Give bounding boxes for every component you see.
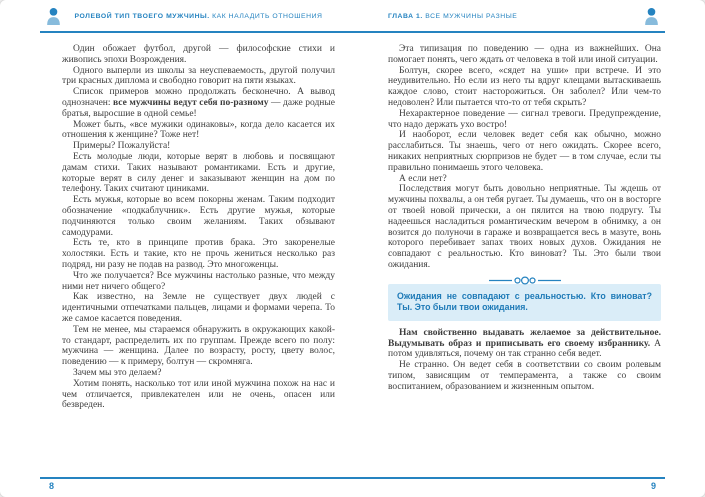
page-right <box>388 44 661 477</box>
paragraph-run: — даже родные братья, выросшие в одной семье! <box>62 97 335 119</box>
paragraph: Хотим понять, насколько тот или иной мужчина похож на нас и чем отличается, привлекателен или не очень, опасен или безвреден. <box>62 378 335 411</box>
paragraph-run-bold: все мужчины ведут себя по-разному <box>113 97 269 108</box>
paragraph: Что же получается? Все мужчины настолько разные, что между ними нет ничего общего? <box>62 270 335 292</box>
running-head-right-title: ВСЕ МУЖЧИНЫ РАЗНЫЕ <box>422 13 518 20</box>
paragraph <box>388 328 661 360</box>
paragraph: Тем не менее, мы стараемся обнаружить в окружающих какой-то стандарт, распределить их по группам. Прежде всего по полу: мужчина — женщина. Далее по возрасту, росту, цвету волос, поведению — к примеру, болтун — скромняга. <box>62 324 335 368</box>
paragraph: И наоборот, если человек ведет себя как обычно, можно расслабиться. Ты знаешь, чего от него ожидать. Скорее всего, никаких неприятных сюрпризов не будет — в том случае, если ты правильно понимаешь этого человека. <box>388 130 661 173</box>
paragraph: Нехарактерное поведение — сигнал тревоги. Предупреждение, что надо держать ухо востро! <box>388 108 661 130</box>
top-rule <box>40 31 665 33</box>
page-number-left: 8 <box>49 481 55 491</box>
paragraph-run: А потом удивляться, почему он так странно себя ведет. <box>388 338 661 360</box>
paragraph: Как известно, на Земле не существует двух людей с идентичными отпечатками пальцев, лицами и формами черепа. То же самое касается поведения. <box>62 292 335 324</box>
paragraph: Есть мужья, которые во всем покорны женам. Таким подходит обозначение «подкаблучник». Есть другие мужья, которые подчиняются только своим желаниям. Таких обзывают самодурами. <box>62 195 335 238</box>
paragraph: А если нет? <box>399 173 447 184</box>
paragraph: Один обожает футбол, другой — философские стихи и живопись эпохи Возрождения. <box>62 44 335 65</box>
paragraph: Эта типизация по поведению — одна из важнейших. Она помогает понять, чего ждать от человека в той или иной ситуации. <box>388 44 661 65</box>
person-icon <box>46 7 61 25</box>
paragraph: Может быть, «все мужики одинаковы», когда дело касается их отношения к женщине? Тоже нет! <box>62 119 335 141</box>
paragraph: Примеры? Пожалуйста! <box>73 141 171 152</box>
paragraph: Одного выперли из школы за неуспеваемость, другой получил три красных диплома и свободно говорит на пяти языках. <box>62 65 335 87</box>
running-head-left-title: РОЛЕВОЙ ТИП ТВОЕГО МУЖЧИНЫ. <box>74 13 210 20</box>
paragraph: Последствия могут быть довольно неприятные. Ты ждешь от мужчины похвалы, а он тебя ругает. Ты думаешь, что он в восторге от твоей новой прически, а он пялится на твою подругу. Ты надеешься насладиться романтическим вечером в обнимку, а он возится до полуночи в гараже и возвращается весь в мазуте, вонь которого перебивает запах твоих новых духов. Ожидания не совпадают с реальностью. Кто виноват? Ты. Это были твои ожидания. <box>388 184 661 270</box>
running-head-right <box>388 13 661 20</box>
pull-quote-block <box>388 276 661 321</box>
running-head-left-subtitle: КАК НАЛАДИТЬ ОТНОШЕНИЯ <box>209 13 323 20</box>
page-number-right: 9 <box>650 481 656 491</box>
running-head-right-chapter: ГЛАВА 1. <box>388 13 423 20</box>
paragraph-run-bold: Нам свойственно выдавать желаемое за действительное. Выдумывать образ и приписывать его своему избраннику. <box>388 327 661 349</box>
paragraph-run: Список примеров можно продолжать бесконечно. А вывод однозначен: <box>62 87 335 108</box>
paragraph <box>62 87 335 119</box>
paragraph: Есть молодые люди, которые верят в любовь и посвящают дамам стихи. Таких называют романтиками. Есть и другие, которые верят в силу денег и заказывают женщин на дом по телефону. Таких считают циниками. <box>62 151 335 195</box>
page-left <box>62 44 335 477</box>
paragraph: Есть те, кто в принципе против брака. Это закоренелые холостяки. Есть и такие, кто не прочь жениться несколько раз подряд, ни разу не подав на развод. Это многоженцы. <box>62 238 335 270</box>
paragraph: Болтун, скорее всего, «сядет на уши» при встрече. И это неудивительно. Но если из него ты вдруг клещами вытаскиваешь каждое слово, стоит насторожиться. Он заболел? Или чем-то недоволен? Или пытается что-то от тебя скрыть? <box>388 65 661 108</box>
bottom-rule <box>40 477 665 479</box>
paragraph: Не странно. Он ведет себя в соответствии со своим ролевым типом, зависящим от темперамента, а также со своим воспитанием, образованием и жизненным опытом. <box>388 360 661 392</box>
paragraph: Зачем мы это делаем? <box>73 367 162 378</box>
pull-quote: Ожидания не совпадают с реальностью. Кто виноват? Ты. Это были твои ожидания. <box>388 284 661 321</box>
running-head-left <box>62 13 335 20</box>
